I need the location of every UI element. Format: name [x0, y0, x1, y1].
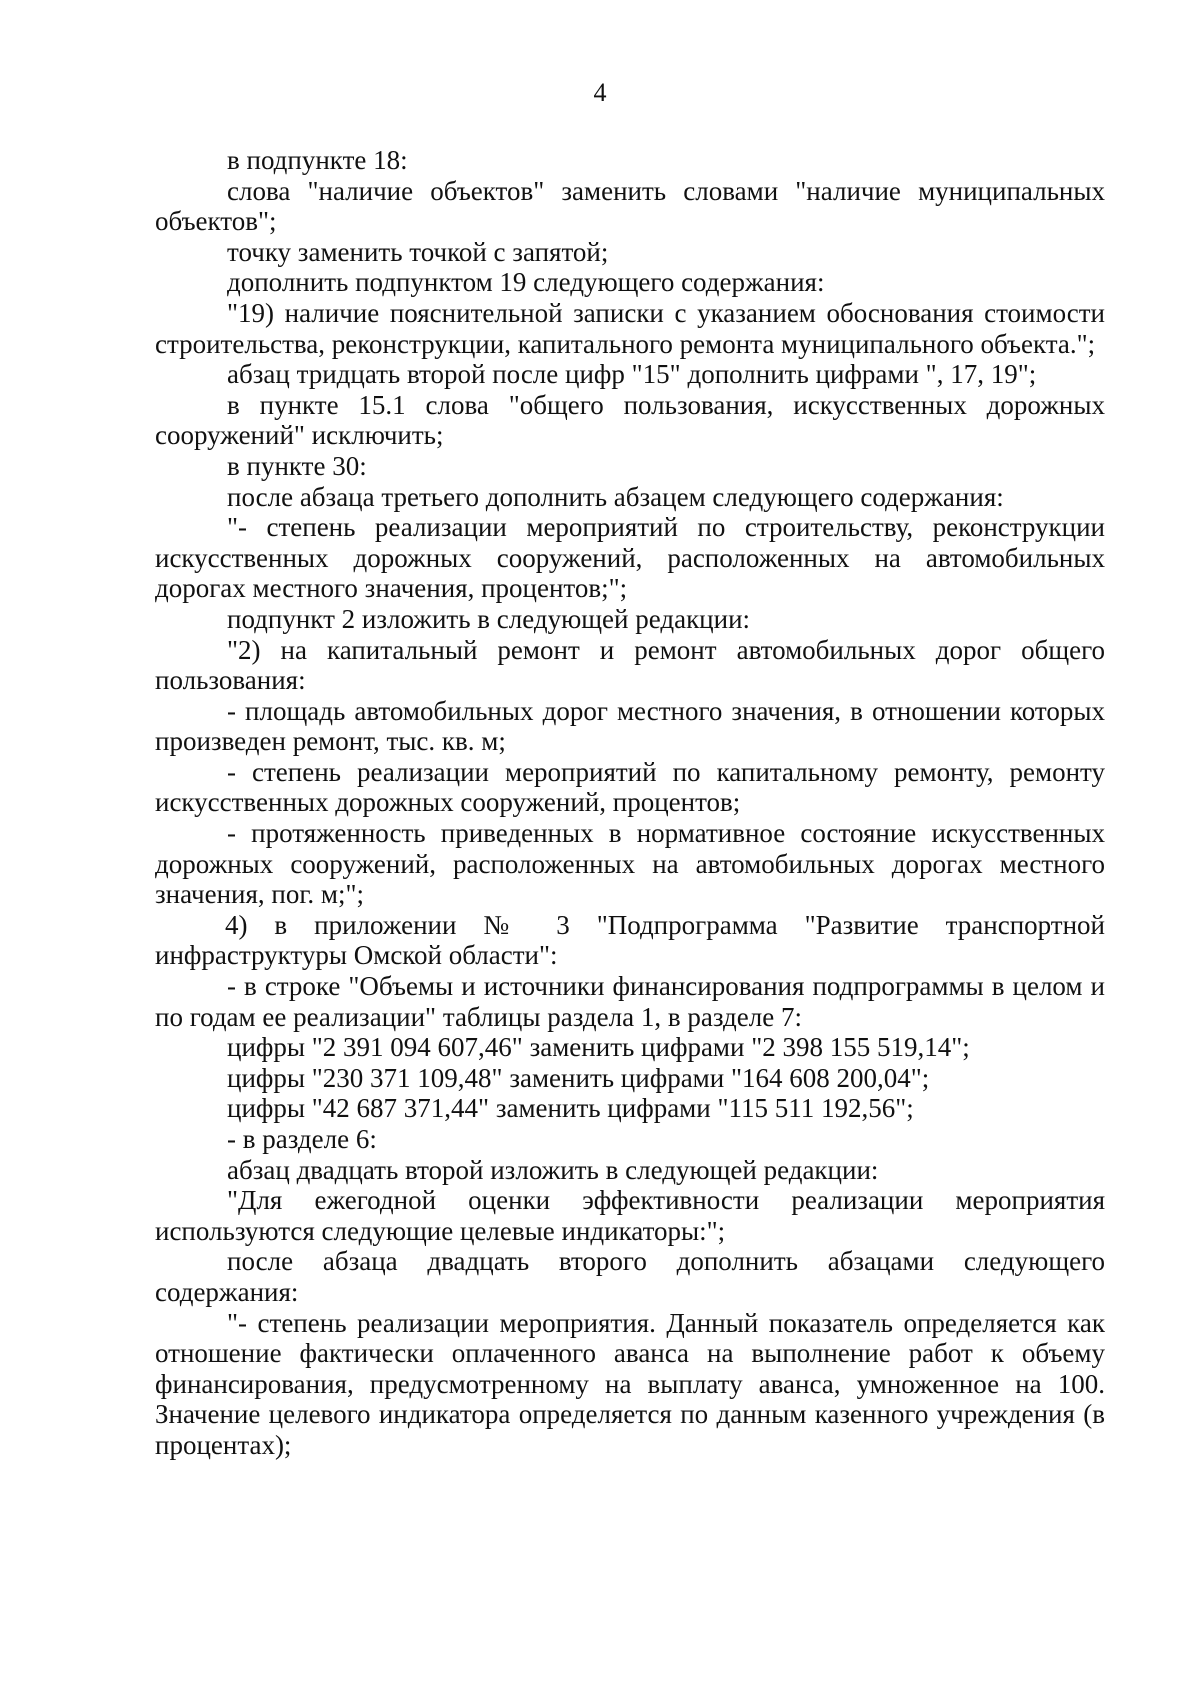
paragraph-abzac-32: абзац тридцать второй после цифр "15" дополнить цифрами ", 17, 19"; [227, 359, 1037, 390]
paragraph-point-30: в пункте 30: [227, 450, 367, 481]
paragraph-figures-2: цифры "230 371 109,48" заменить цифрами "164 608 200,04"; [227, 1062, 930, 1093]
paragraph-section-6: - в разделе 6: [227, 1124, 377, 1154]
page-number: 4 [593, 78, 607, 107]
paragraph-subclause-2-text: "2) на капитальный ремонт и ремонт автомобильных дорог общего пользования: [155, 634, 1105, 696]
paragraph-financing-row: - в строке "Объемы и источники финансирования подпрограммы в целом и по годам ее реализации" таблицы раздела 1, в разделе 7: [155, 971, 1105, 1032]
paragraph-after-abzac-3: после абзаца третьего дополнить абзацем следующего содержания: [227, 481, 1004, 512]
paragraph-indicator-repair: - степень реализации мероприятий по капитальному ремонту, ремонту искусственных дорожных сооружений, процентов; [155, 756, 1105, 818]
paragraph-subclause-19-text: "19) наличие пояснительной записки с указанием обоснования стоимости строительства, реконструкции, капитального ремонта муниципального объекта."; [155, 297, 1105, 359]
paragraph-appendix-3: 4) в приложении № 3 "Подпрограмма "Развитие транспортной инфраструктуры Омской области": [155, 909, 1105, 971]
paragraph-indicator-construction: "- степень реализации мероприятий по строительству, реконструкции искусственных дорожных сооружений, расположенных на автомобильных дорогах местного значения, процентов;"; [155, 512, 1105, 604]
paragraph-replace-period: точку заменить точкой с запятой; [227, 236, 609, 267]
paragraph-indicator-advance: "- степень реализации мероприятия. Данный показатель определяется как отношение фактически оплаченного аванса на выполнение работ к объему финансирования, предусмотренному на выплату аванса, умноженное на 100. Значение целевого индикатора определяется по данным казенного учреждения (в процентах); [155, 1307, 1105, 1460]
document-body [155, 145, 1105, 1461]
paragraph-figures-1: цифры "2 391 094 607,46" заменить цифрами "2 398 155 519,14"; [227, 1032, 970, 1063]
paragraph-abzac-22-text: "Для ежегодной оценки эффективности реализации мероприятия используются следующие целевые индикаторы:"; [155, 1185, 1105, 1246]
paragraph-abzac-22-edit: абзац двадцать второй изложить в следующей редакции: [227, 1154, 879, 1185]
paragraph-after-abzac-22: после абзаца двадцать второго дополнить абзацами следующего содержания: [155, 1246, 1105, 1307]
paragraph-indicator-length: - протяженность приведенных в нормативное состояние искусственных дорожных сооружений, расположенных на автомобильных дорогах местного значения, пог. м;"; [155, 818, 1105, 910]
paragraph-subclause-2-edit: подпункт 2 изложить в следующей редакции: [227, 603, 751, 634]
paragraph-point-15-1: в пункте 15.1 слова "общего пользования, искусственных дорожных сооружений" исключить; [155, 389, 1105, 451]
paragraph-replace-objects: слова "наличие объектов" заменить словами "наличие муниципальных объектов"; [155, 175, 1105, 237]
paragraph-figures-3: цифры "42 687 371,44" заменить цифрами "115 511 192,56"; [227, 1093, 914, 1124]
paragraph-subclause-18: в подпункте 18: [227, 145, 408, 175]
paragraph-add-subclause-19: дополнить подпунктом 19 следующего содержания: [227, 267, 825, 298]
paragraph-indicator-area: - площадь автомобильных дорог местного значения, в отношении которых произведен ремонт, тыс. кв. м; [155, 695, 1105, 757]
